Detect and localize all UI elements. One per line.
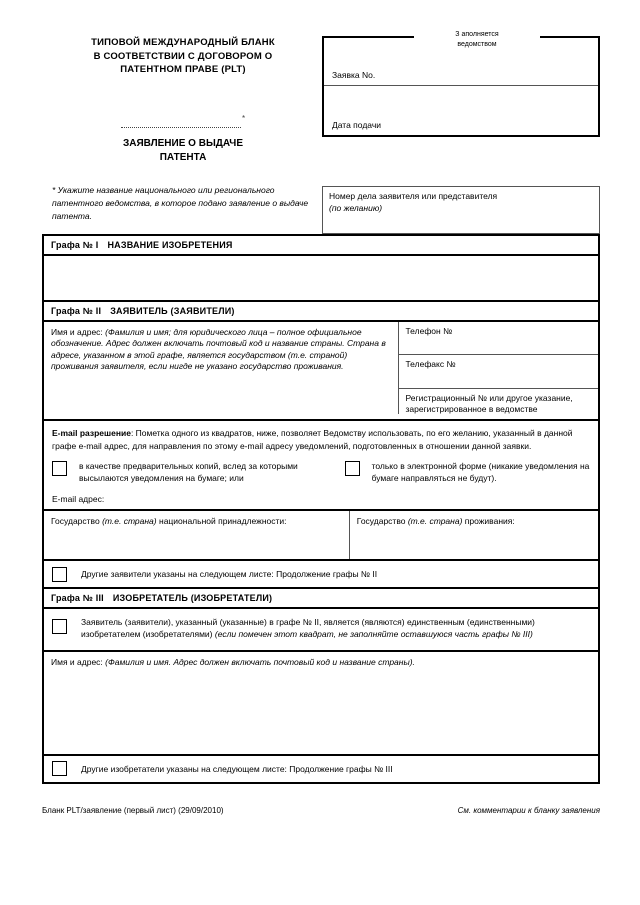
checkbox-continuation-applicants[interactable] bbox=[52, 567, 67, 582]
application-number-label: Заявка No. bbox=[332, 70, 376, 80]
applicant-fax-label: Телефакс № bbox=[405, 359, 456, 369]
file-reference-box[interactable] bbox=[322, 186, 600, 234]
email-permission-block bbox=[44, 421, 598, 511]
email-option-advance-copies[interactable] bbox=[52, 461, 345, 484]
office-use-box bbox=[322, 31, 600, 137]
asterisk-marker: * bbox=[241, 114, 246, 123]
asterisk-footnote: * Укажите название национального или регионального патентного ведомства, в которое подано заявление о выдаче патента. bbox=[52, 185, 309, 221]
file-reference-label-line-1: Номер дела заявителя или представителя bbox=[329, 191, 498, 201]
state-of-nationality-field[interactable] bbox=[44, 511, 350, 559]
email-permission-text: : Пометка одного из квадратов, ниже, позволяет Ведомству использовать, по его желанию, указанный в данной графе e-mail адрес, для направления по этому e-mail адресу уведомлений, подготовленных в отношении данной заявки. bbox=[52, 428, 573, 451]
inventor-name-address-field[interactable] bbox=[44, 652, 598, 756]
state-of-residence-field[interactable] bbox=[350, 511, 598, 559]
email-option-electronic-only[interactable] bbox=[345, 461, 590, 484]
state-of-residence-label: Государство bbox=[356, 516, 406, 526]
applicant-phone-field[interactable] bbox=[399, 322, 598, 355]
state-of-residence-label-italic: (т.е. страна) bbox=[407, 516, 463, 526]
page-subtitle-line-2: ПАТЕНТА bbox=[159, 152, 207, 163]
email-permission-heading: E-mail разрешение bbox=[52, 428, 131, 438]
continuation-inventors-label: Другие изобретатели указаны на следующем листе: Продолжение графы № III bbox=[81, 763, 393, 774]
section-header-title-of-invention bbox=[44, 236, 598, 256]
email-address-field[interactable] bbox=[52, 494, 590, 504]
main-form-table bbox=[42, 234, 600, 784]
state-of-residence-label-rest: проживания: bbox=[464, 516, 515, 526]
section-2-number: Графа № II bbox=[51, 306, 102, 316]
section-1-title: НАЗВАНИЕ ИЗОБРЕТЕНИЯ bbox=[107, 240, 233, 250]
page-title-line-2: В СООТВЕТСТВИИ С ДОГОВОРОМ О bbox=[93, 50, 273, 62]
filing-date-label: Дата подачи bbox=[332, 120, 382, 130]
applicant-contact-column bbox=[399, 322, 598, 419]
email-permission-intro bbox=[52, 427, 590, 453]
continuation-applicants-label: Другие заявители указаны на следующем листе: Продолжение графы № II bbox=[81, 569, 378, 579]
office-use-label-line-2: ведомством bbox=[457, 40, 497, 48]
page-title-line-1: ТИПОВОЙ МЕЖДУНАРОДНЫЙ БЛАНК bbox=[91, 37, 275, 48]
footer-notes-reference: См. комментарии к бланку заявления bbox=[457, 806, 600, 815]
page-subtitle bbox=[52, 137, 314, 165]
section-3-title: ИЗОБРЕТАТЕЛЬ (ИЗОБРЕТАТЕЛИ) bbox=[112, 593, 273, 603]
checkbox-applicant-is-sole-inventor[interactable] bbox=[52, 619, 67, 634]
inventor-name-address-label: Имя и адрес: bbox=[51, 656, 103, 667]
file-reference-label-line-2: (по желанию) bbox=[329, 202, 383, 213]
inventor-name-address-hint: (Фамилия и имя. Адрес должен включать почтовый код и название страны). bbox=[105, 656, 415, 667]
applicant-registration-label: Регистрационный № или другое указание, зарегистрированное в ведомстве bbox=[405, 393, 573, 414]
applicant-registration-field[interactable] bbox=[399, 389, 598, 419]
email-permission-options bbox=[52, 461, 590, 484]
state-of-nationality-label-rest: национальной принадлежности: bbox=[159, 516, 287, 526]
office-name-fill-in-line[interactable] bbox=[52, 114, 314, 132]
checkbox-continuation-inventors[interactable] bbox=[52, 761, 67, 776]
continuation-row-inventors[interactable] bbox=[44, 756, 598, 784]
office-use-label-line-1: З аполняется bbox=[455, 31, 499, 38]
checkbox-email-advance-copies[interactable] bbox=[52, 461, 67, 476]
email-address-label: E-mail адрес: bbox=[52, 494, 105, 504]
page-title-line-3: ПАТЕНТНОМ ПРАВЕ (PLT) bbox=[120, 64, 246, 75]
applicant-name-address-field[interactable] bbox=[44, 322, 399, 414]
applicant-phone-label: Телефон № bbox=[405, 326, 453, 336]
section-header-inventor bbox=[44, 589, 598, 609]
page-subtitle-line-1: ЗАЯВЛЕНИЕ О ВЫДАЧЕ bbox=[122, 138, 244, 149]
dotted-rule bbox=[121, 119, 241, 128]
checkbox-email-electronic-only[interactable] bbox=[345, 461, 360, 476]
state-of-nationality-label: Государство bbox=[51, 516, 100, 526]
email-option-electronic-only-label: только в электронной форме (никакие уведомления на бумаге направляться не будут). bbox=[371, 461, 590, 483]
inventor-declaration-italic: (если помечен этот квадрат, не заполняйте оставшуюся часть графы № III) bbox=[214, 628, 533, 639]
inventor-declaration-text-wrap bbox=[81, 617, 590, 641]
applicant-state-row bbox=[44, 511, 598, 561]
applicant-fax-field[interactable] bbox=[399, 355, 598, 389]
document-footer bbox=[42, 806, 600, 815]
applicant-name-address-hint: (Фамилия и имя; для юридического лица – полное официальное обозначение. Адрес должен включать почтовый код и название страны. Страна в адресе, указанном в этой графе, является государством (т.е. страной) проживания заявителя, если нигде не указано государство проживания. bbox=[51, 327, 386, 371]
application-number-field[interactable] bbox=[324, 38, 598, 86]
footer-form-reference: Бланк PLT/заявление (первый лист) (29/09/2010) bbox=[42, 806, 224, 815]
file-reference-label bbox=[329, 191, 497, 214]
section-header-applicant bbox=[44, 302, 598, 322]
section-2-title: ЗАЯВИТЕЛЬ (ЗАЯВИТЕЛИ) bbox=[110, 306, 235, 316]
inventor-declaration-text: Заявитель (заявители), указанный (указанные) в графе № II, является (являются) единственным (единственными) изобретателем (изобретателями) bbox=[81, 617, 535, 639]
filing-date-field[interactable] bbox=[324, 86, 598, 135]
applicant-name-address-label: Имя и адрес: bbox=[51, 327, 103, 337]
page-title bbox=[52, 36, 314, 77]
continuation-row-applicants[interactable] bbox=[44, 561, 598, 589]
section-1-number: Графа № I bbox=[51, 240, 99, 250]
inventor-declaration-row[interactable] bbox=[44, 609, 598, 652]
title-of-invention-input-area[interactable] bbox=[44, 256, 598, 302]
state-of-nationality-label-italic: (т.е. страна) bbox=[102, 516, 157, 526]
applicant-details-row bbox=[44, 322, 598, 421]
section-3-number: Графа № III bbox=[51, 593, 104, 603]
email-option-advance-copies-label: в качестве предварительных копий, вслед за которыми высылаются уведомления на бумаге; или bbox=[79, 461, 298, 483]
